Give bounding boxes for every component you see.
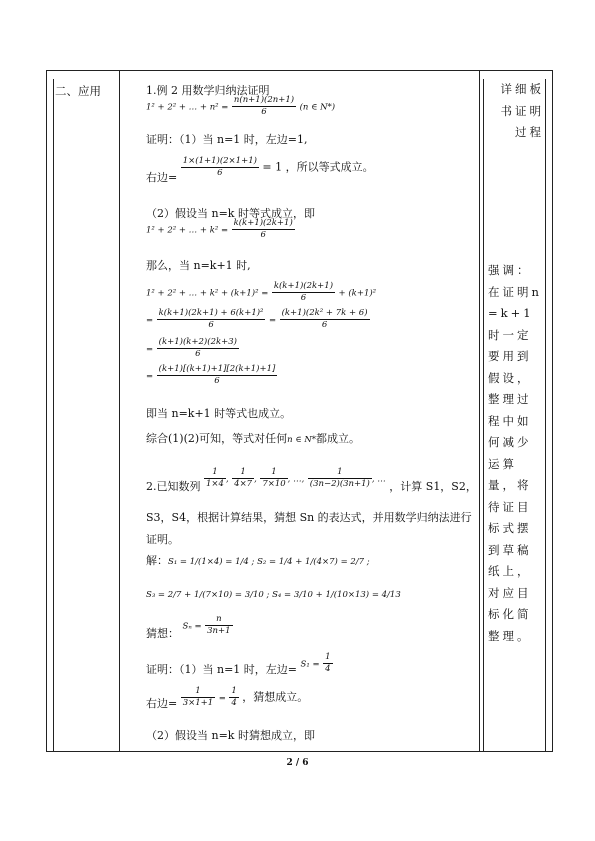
section-label: 二、应用 — [55, 84, 101, 98]
ex2-line3: 证明。 — [146, 533, 179, 546]
side-note-proof: 详细板书证明过程 — [500, 82, 544, 139]
ex1-conclusion-1: 即当 n=k+1 时等式也成立。 — [146, 407, 292, 420]
ex1-then: 那么，当 n=k+1 时, — [146, 259, 251, 272]
ex1-title: 1.例 2 用数学归纳法证明 — [146, 84, 270, 97]
ex2-title: 2.已知数列 $\frac{1}{1\times 4}$ , $\frac{1}{4\times 7}$ , $\frac{1}{7\times 10}$ , …, $\frac{1}{(3n-2)(3n+1)}$ , … ，计算 S1，S2， — [146, 467, 477, 493]
ex1-step4: = $\frac{(k+1)[(k+1)+1][2(k+1)+1]}{6}$ — [146, 364, 276, 386]
ex1-hypothesis: 1² + 2² + … + k² = $\frac{k(k+1)(2k+1)}{6}$ — [146, 218, 293, 240]
ex2-proof-step2: （2）假设当 n=k 时猜想成立，即 — [146, 729, 315, 742]
ex1-step3: = $\frac{(k+1)(k+2)(2k+3)}{6}$ — [146, 337, 237, 359]
ex2-s1-s2: 解：S₁ = 1/(1×4) = 1/4 ; S₂ = 1/4 + 1/(4×7) = 2/7 ; — [146, 554, 370, 567]
ex1-step2: = $\frac{\text{k(k+1)(2k+1) + 6(k+1)²}}{6}$ = $\frac{\text{(k+1)(2k² + 7k + 6)}}{6}$ — [146, 308, 368, 330]
page-number: 2 / 6 — [286, 758, 309, 768]
ex1-proof-step1: 证明：（1）当 n=1 时，左边=1, — [146, 133, 308, 146]
ex1-proof-step2: （2）假设当 n=k 时等式成立，即 — [146, 207, 315, 220]
ex1-conclusion-2: 综合(1)(2)可知，等式对任何n ∈ N*都成立。 — [146, 432, 361, 445]
section-column — [47, 71, 120, 751]
notes-column — [479, 71, 552, 751]
side-note-emphasis: 强调：在证明n=k+1时一定要用到假设，整理过程中如何减少运算量，将待证目标式摆到草稿纸上，对应目标化简整理。 — [488, 263, 542, 643]
ex2-line2: S3，S4，根据计算结果，猜想 Sn 的表达式，并用数学归纳法进行 — [146, 511, 472, 524]
ex1-formula: 1² + 2² + … + n² = $\frac{n(n+1)(2n+1)}{6}$ (n ∈ N*) — [146, 95, 336, 117]
ex1-rhs: 右边= $\frac{1\times(1+1)(2\times 1+1)}{6}$ = 1 ，所以等式成立。 — [146, 156, 374, 184]
ex2-rhs: 右边= $\frac{1}{3\times 1+1}$ = $\frac{1}{4}$ ，猜想成立。 — [146, 686, 309, 710]
ex2-proof-step1: 证明：（1）当 n=1 时，左边= S₁ = $\frac{1}{4}$ — [146, 652, 331, 676]
ex2-s3-s4: S₃ = 2/7 + 1/(7×10) = 3/10 ; S₄ = 3/10 + 1/(10×13) = 4/13 — [146, 590, 401, 600]
ex1-step1: 1² + 2² + … + k² + (k+1)² = $\frac{k(k+1)(2k+1)}{6}$ + (k+1)² — [146, 281, 377, 303]
ex2-guess: 猜想： Sₙ = $\frac{n}{3n+1}$ — [146, 614, 231, 640]
